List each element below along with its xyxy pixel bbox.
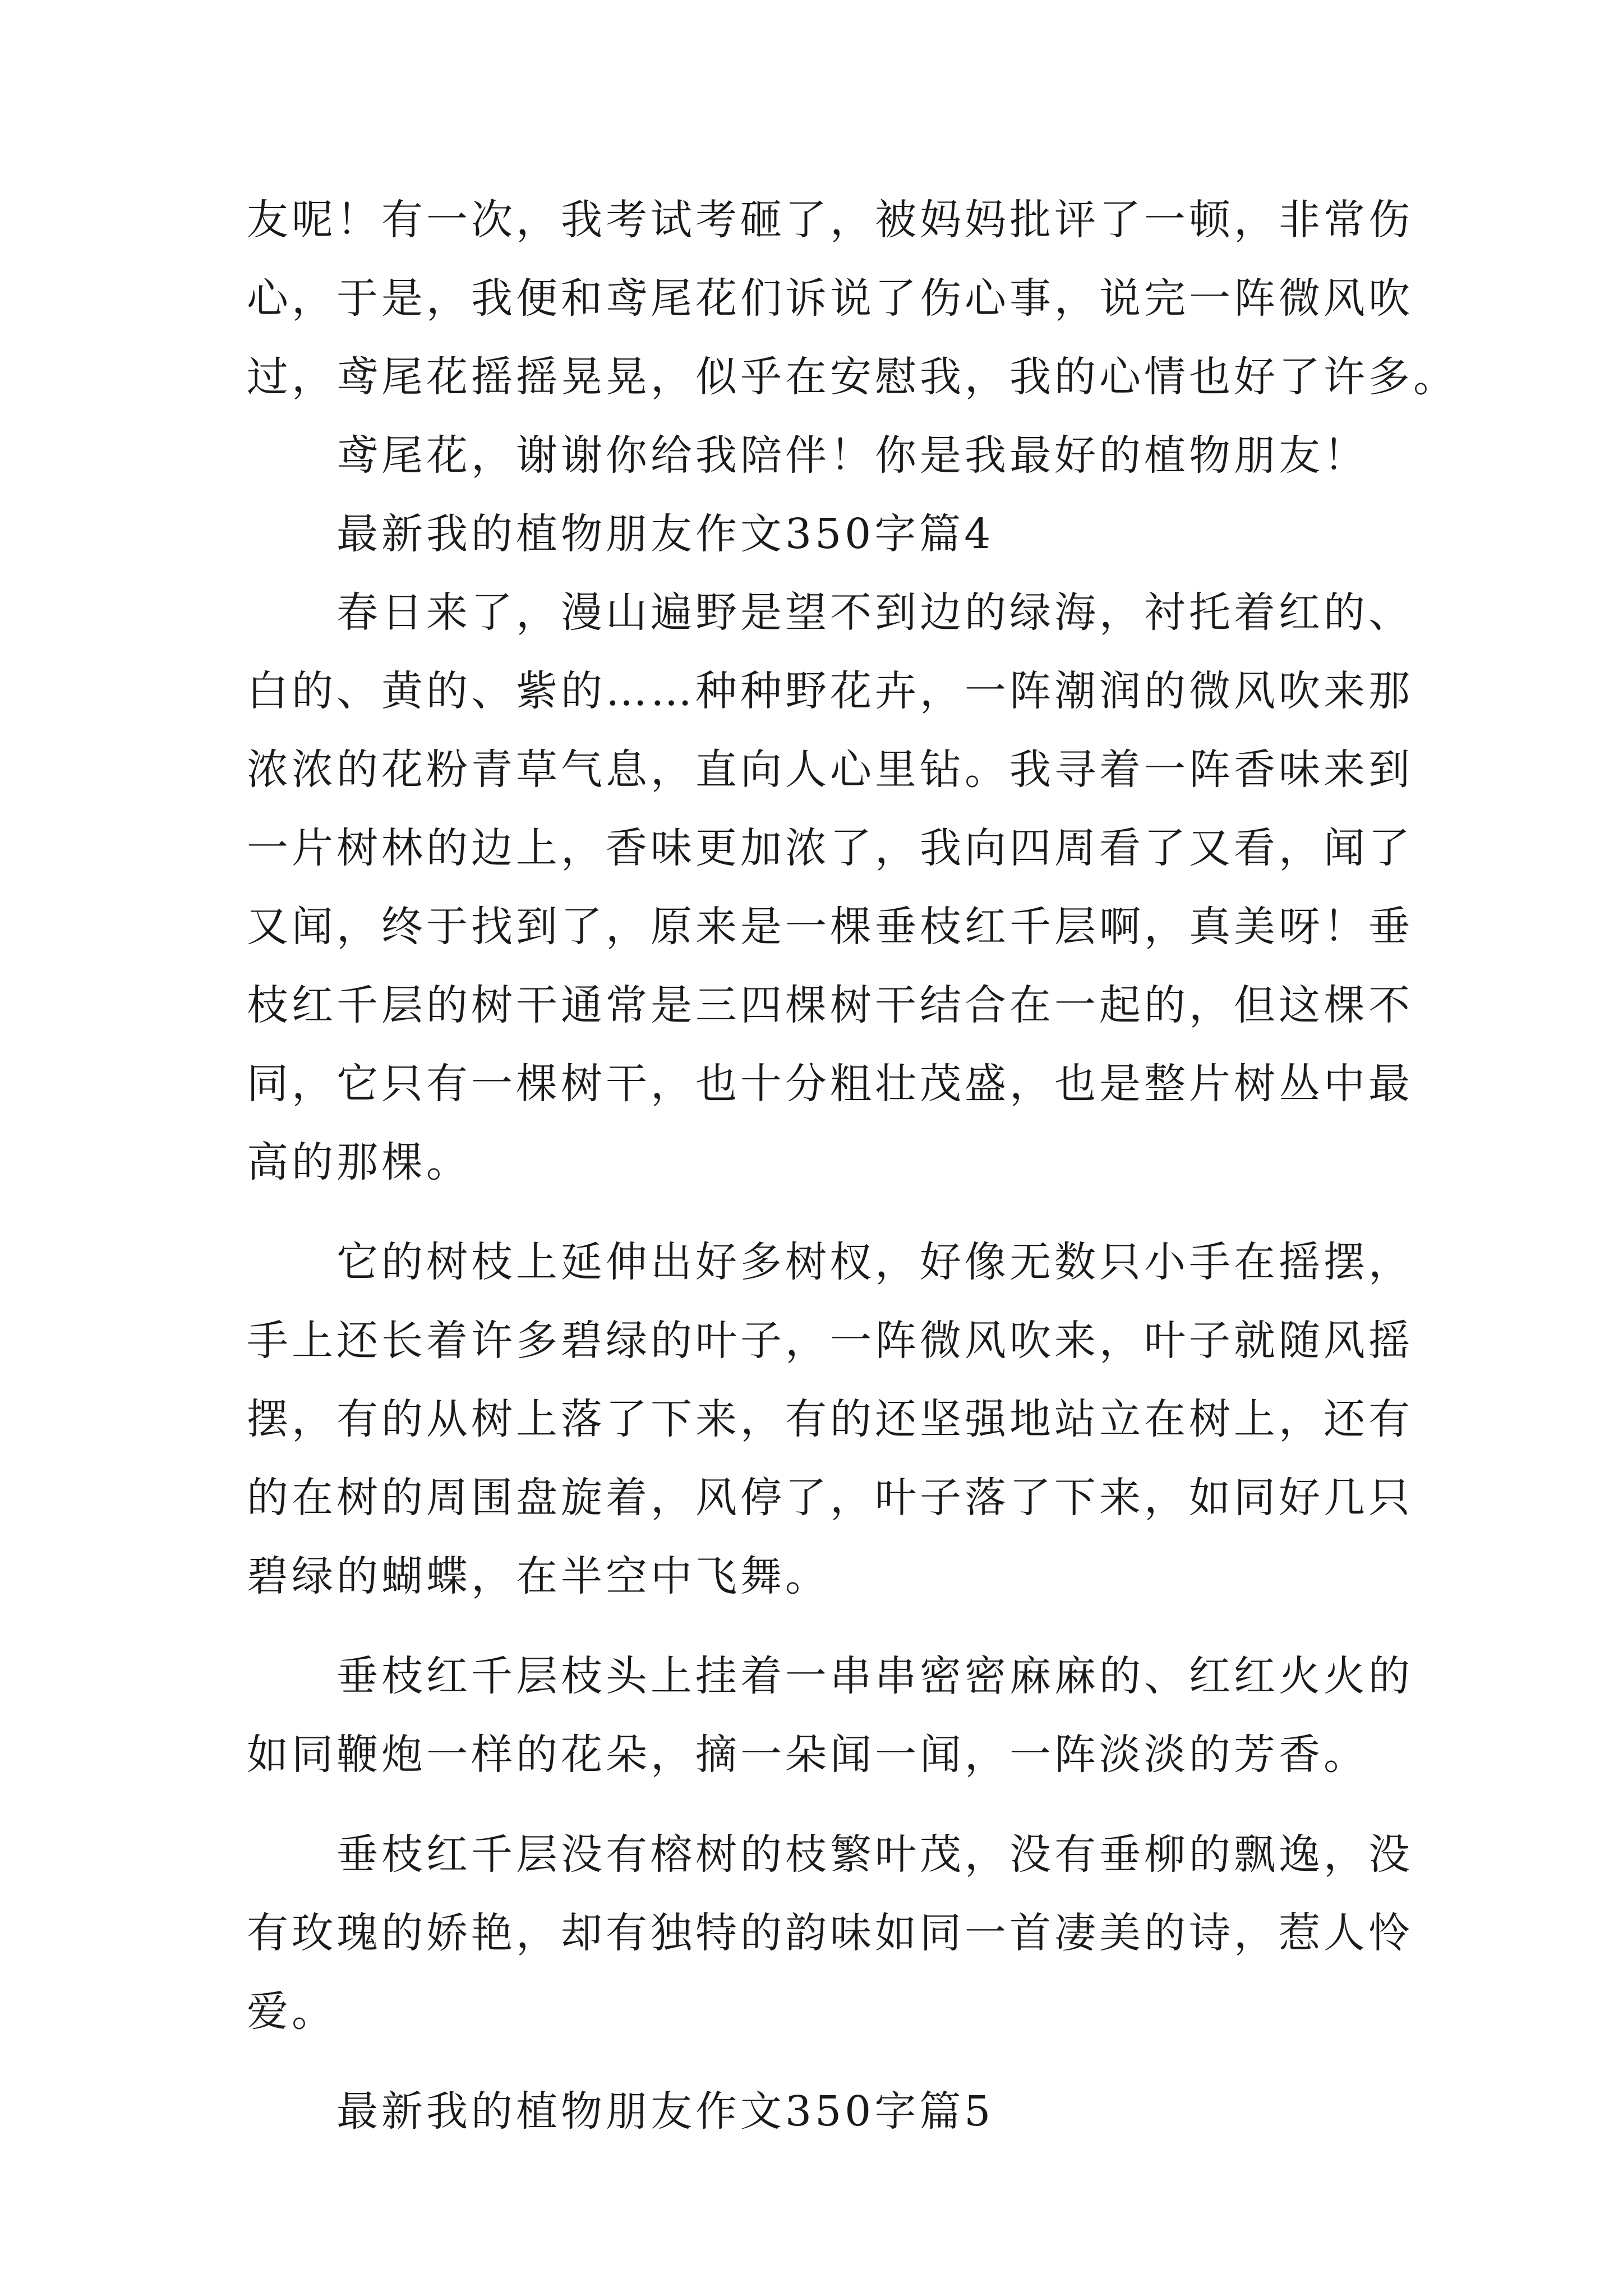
paragraph-continued [247,181,1458,416]
text-line: 鸢尾花，谢谢你给我陪伴！你是我最好的植物朋友！ [336,431,1368,480]
text-line: 心，于是，我便和鸢尾花们诉说了伤心事，说完一阵微风吹 [247,274,1413,323]
paragraph [247,416,1391,495]
text-line: 手上还长着许多碧绿的叶子，一阵微风吹来，叶子就随风摇 [247,1317,1413,1365]
text-line: 枝红千层的树干通常是三四棵树干结合在一起的，但这棵不 [247,981,1413,1029]
paragraph [247,1223,1413,1616]
text-line: 过，鸢尾花摇摇晃晃，似乎在安慰我，我的心情也好了许多。 [247,353,1458,401]
text-line: 如同鞭炮一样的花朵，摘一朵闻一闻，一阵淡淡的芳香。 [247,1731,1368,1779]
text-line: 友呢！有一次，我考试考砸了，被妈妈批评了一顿，非常伤 [247,196,1413,244]
text-line: 的在树的周围盘旋着，风停了，叶子落了下来，如同好几只 [247,1474,1413,1522]
text-line: 碧绿的蝴蝶，在半空中飞舞。 [247,1552,830,1600]
heading-text: 最新我的植物朋友作文350字篇4 [336,510,994,558]
text-line: 爱。 [247,1987,336,2036]
text-line: 摆，有的从树上落了下来，有的还坚强地站立在树上，还有 [247,1395,1413,1443]
text-line: 有玫瑰的娇艳，却有独特的韵味如同一首凄美的诗，惹人怜 [247,1909,1413,1957]
document-body [247,181,1458,2151]
section-heading [247,2072,1391,2151]
heading-text: 最新我的植物朋友作文350字篇5 [336,2087,994,2136]
paragraph [247,1637,1413,1794]
section-heading [247,495,1391,573]
text-line: 一片树林的边上，香味更加浓了，我向四周看了又看，闻了 [247,824,1413,872]
paragraph [247,573,1413,1202]
text-line: 同，它只有一棵树干，也十分粗壮茂盛，也是整片树丛中最 [247,1060,1413,1108]
text-line: 垂枝红千层没有榕树的枝繁叶茂，没有垂柳的飘逸，没 [336,1830,1413,1879]
text-line: 又闻，终于找到了，原来是一棵垂枝红千层啊，真美呀！垂 [247,903,1413,951]
text-line: 白的、黄的、紫的……种种野花卉，一阵潮润的微风吹来那 [247,667,1413,715]
paragraph [247,1815,1413,2051]
text-line: 春日来了，漫山遍野是望不到边的绿海，衬托着红的、 [336,588,1413,637]
text-line: 浓浓的花粉青草气息，直向人心里钻。我寻着一阵香味来到 [247,746,1413,794]
text-line: 它的树枝上延伸出好多树杈，好像无数只小手在摇摆， [336,1238,1413,1286]
text-line: 高的那棵。 [247,1138,471,1186]
text-line: 垂枝红千层枝头上挂着一串串密密麻麻的、红红火火的 [336,1652,1413,1700]
